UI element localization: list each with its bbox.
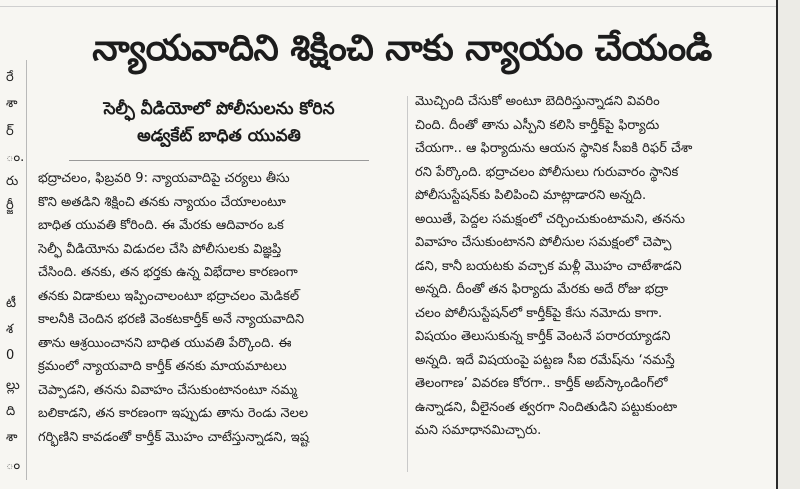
article-subheadline (38, 96, 400, 150)
article-headline: న్యాయవాదిని శిక్షించి నాకు న్యాయం చేయండి (92, 28, 712, 69)
adjacent-column-fragment: రే (6, 70, 14, 85)
column-2-line: పోలీసుస్టేషన్‌కు పిలిపించి మాట్లాడారని అన్నది. (415, 188, 647, 203)
column-2-line: మొచ్చింది చేసుకో అంటూ బెదిరిస్తున్నాడని వివరిం (415, 94, 660, 109)
page-edge-right (776, 0, 800, 489)
column-1-line: తాను ఆశ్రయించానని బాధిత యువతి పేర్కొంది. ఈ (38, 335, 292, 351)
adjacent-column-fragment: శా (6, 96, 18, 111)
column-1-line: తనకు విడాకులు ఇప్పించాలంటూ భద్రాచలం మెడికల్ (38, 288, 300, 304)
column-1-line: గర్భిణిని కావడంతో కార్తీక్ మొహం చాటేస్తున్నాడని, ఇష్ట (38, 429, 310, 445)
column-2-line: చింది. దీంతో తాను ఎస్పీని కలిసి కార్తీక్‌పై ఫిర్యాదు (415, 117, 660, 133)
adjacent-column-fragment: ం (6, 458, 21, 473)
adjacent-column-fragment: ర్ (6, 124, 14, 139)
column-1-line: చేసింది. తనకు, తన భర్తకు ఉన్న విభేదాల కారణంగా (38, 265, 298, 280)
column-1-line: బలికాడని, తన కారణంగా ఇప్పుడు తాను రెండు నెలల (38, 406, 309, 421)
subheadline-line-1: సెల్ఫీ వీడియోలో పోలీసులను కోరిన (103, 99, 335, 119)
column-2-line: రని పేర్కొంది. భద్రాచలం పోలీసులు గురువారం స్థానిక (415, 164, 679, 180)
adjacent-column-fragment: ల్లు (6, 378, 20, 393)
column-2-line: వివాహం చేసుకుంటానని పోలీసుల సమక్షంలో చెప్పా (415, 235, 672, 250)
adjacent-column-fragment: ం. (6, 150, 25, 165)
subheadline-rule (69, 160, 369, 161)
column-2-line: చేయగా.. ఆ ఫిర్యాదును ఆయన స్థానిక సీఐకి రిఫర్ చేశా (415, 141, 693, 156)
adjacent-column-fragment: ది (6, 404, 16, 419)
subheadline-line-2: అడ్వకేట్ బాధిత యువతి (137, 126, 301, 146)
column-2-line: విషయం తెలుసుకున్న కార్తీక్ వెంటనే పరారయ్యాడని (415, 329, 671, 344)
adjacent-column-left (0, 60, 27, 480)
column-1-line: కొని అతడిని శిక్షించి తనకు న్యాయం చేయాలంటూ (38, 194, 286, 210)
column-2-line: అన్నది. ఇదే విషయంపై పట్టణ సీఐ రమేష్‌ను ‘నమస్తే (415, 352, 675, 368)
column-2-line: డని, కానీ బయటకు వచ్చాక మళ్లీ మొహం చాటేశాడని (415, 258, 682, 274)
column-2-line: ఉన్నాడని, వీలైనంత త్వరగా నిందితుడిని పట్టుకుంటా (415, 399, 678, 415)
adjacent-column-fragment: ర్జీ (6, 198, 14, 213)
column-2-body (415, 90, 770, 443)
column-1-line: కాలనీకి చెందిన భరణి వెంకటకార్తీక్ అనే న్యాయవాదిని (38, 312, 305, 327)
top-border (0, 0, 800, 7)
column-1-line: బాధిత యువతి కోరింది. ఈ మేరకు ఆదివారం ఒక (38, 218, 284, 233)
adjacent-column-fragment: టీ (6, 296, 17, 311)
column-1-line: చెప్పాడని, తనను వివాహం చేసుకుంటానంటూ నమ్మ (38, 382, 297, 398)
column-2-line: అన్నది. దీంతో తన ఫిర్యాదు మేరకు అదే రోజు భద్రా (415, 282, 668, 297)
adjacent-column-fragment: 0 (6, 348, 15, 363)
column-divider (407, 96, 408, 472)
column-1-body (38, 167, 400, 449)
article-column-1 (38, 90, 400, 449)
adjacent-column-fragment: రు (6, 174, 19, 189)
column-2-line: చలం పోలీసుస్టేషన్‌లో కార్తీక్‌పై కేసు నమోదు కాగా. (415, 305, 663, 321)
column-2-line: మని సమాధానమిచ్చారు. (415, 423, 542, 438)
column-1-line: క్రమంలో న్యాయవాది కార్తీక్ తనకు మాయమాటలు (38, 359, 287, 374)
column-2-line: అయితే, పెద్దల సమక్షంలో చర్చించుకుంటామని, తనను (415, 211, 685, 227)
column-2-line: తెలంగాణ’ వివరణ కోరగా.. కార్తీక్ అబ్‌స్కాండింగ్‌లో (415, 376, 668, 391)
adjacent-column-fragment: శా (6, 430, 18, 445)
column-1-line: సెల్ఫీ వీడియోను విడుదల చేసి పోలీసులకు విజ్ఞప్తి (38, 241, 282, 257)
article-column-2 (415, 90, 770, 443)
column-1-line: భద్రాచలం, ఫిబ్రవరి 9: న్యాయవాదిపై చర్యలు తీసు (38, 171, 290, 186)
adjacent-column-fragment: శ (6, 322, 14, 337)
